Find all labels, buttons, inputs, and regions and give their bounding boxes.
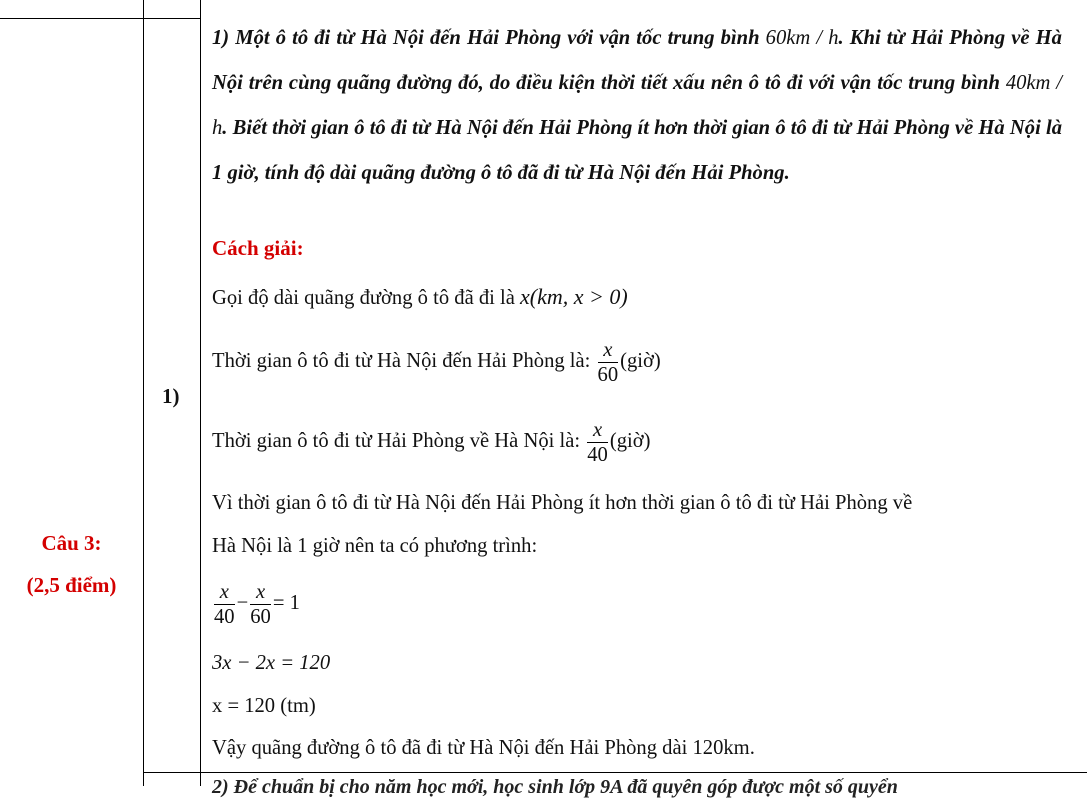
problem-mid: . Khi từ Hải Phòng về Hà Nội trên cùng quãng đường đó, do điều kiện thời tiết xấu nên ô tô đi với vận tốc trung bình: [212, 27, 1062, 94]
eq1-numerator-1: x: [214, 580, 235, 605]
table-col-divider-2: [200, 0, 201, 786]
eq1-fraction-2: [250, 580, 271, 629]
step1-math: x(km, x > 0): [520, 284, 628, 309]
next-part-partial: 2) Để chuẩn bị cho năm học mới, học sinh lớp 9A đã quyên góp được một số quyển: [212, 776, 898, 798]
table-top-border-b: [143, 18, 200, 19]
eq1-numerator-2: x: [250, 580, 271, 605]
step3-denominator: 40: [587, 444, 608, 466]
solution-step-4-line-1: Vì thời gian ô tô đi từ Hà Nội đến Hải Phòng ít hơn thời gian ô tô đi từ Hải Phòng về: [212, 492, 913, 514]
solution-step-2: [212, 338, 661, 387]
step1-text: Gọi độ dài quãng đường ô tô đã đi là: [212, 287, 515, 309]
step2-numerator: x: [598, 338, 619, 363]
question-points: (2,5 điểm): [26, 573, 117, 597]
eq1-operator: −: [236, 592, 249, 615]
equation-3: x = 120 (tm): [212, 695, 316, 717]
step3-text: Thời gian ô tô đi từ Hải Phòng về Hà Nội là:: [212, 430, 581, 453]
solution-step-4-line-2: Hà Nội là 1 giờ nên ta có phương trình:: [212, 535, 538, 557]
equation-2: 3x − 2x = 120: [212, 652, 331, 674]
step3-fraction: [587, 418, 608, 467]
eq1-denominator-1: 40: [214, 606, 235, 628]
equation-1: [212, 580, 300, 629]
table-top-border: [0, 18, 143, 19]
solution-heading: Cách giải:: [212, 236, 304, 260]
step2-unit: (giờ): [620, 350, 661, 373]
problem-lead: 1) Một ô tô đi từ Hà Nội đến Hải Phòng với vận tốc trung bình: [212, 27, 760, 49]
part-label: 1): [162, 384, 180, 408]
eq1-rhs: = 1: [272, 592, 300, 615]
step2-fraction: [598, 338, 619, 387]
conclusion: Vậy quãng đường ô tô đã đi từ Hà Nội đến Hải Phòng dài 120km.: [212, 737, 755, 759]
speed-2: 40km / h: [212, 72, 1062, 139]
speed-1: 60km / h: [765, 27, 839, 49]
question-label: Câu 3:: [41, 531, 102, 555]
table-col-divider-1: [143, 0, 144, 786]
step3-numerator: x: [587, 418, 608, 443]
step2-denominator: 60: [597, 364, 619, 386]
table-row-divider: [143, 772, 1087, 773]
step3-unit: (giờ): [609, 430, 651, 453]
step2-text: Thời gian ô tô đi từ Hà Nội đến Hải Phòng là:: [212, 350, 591, 373]
problem-statement: [212, 16, 1062, 196]
problem-tail: . Biết thời gian ô tô đi từ Hà Nội đến Hải Phòng ít hơn thời gian ô tô đi từ Hải Phòng về Hà Nội là 1 giờ, tính độ dài quãng đường ô tô đã đi từ Hà Nội đến Hải Phòng.: [212, 117, 1062, 184]
eq1-fraction-1: [214, 580, 235, 629]
solution-step-1: [212, 284, 628, 310]
solution-step-3: [212, 418, 650, 467]
eq1-denominator-2: 60: [250, 606, 271, 628]
